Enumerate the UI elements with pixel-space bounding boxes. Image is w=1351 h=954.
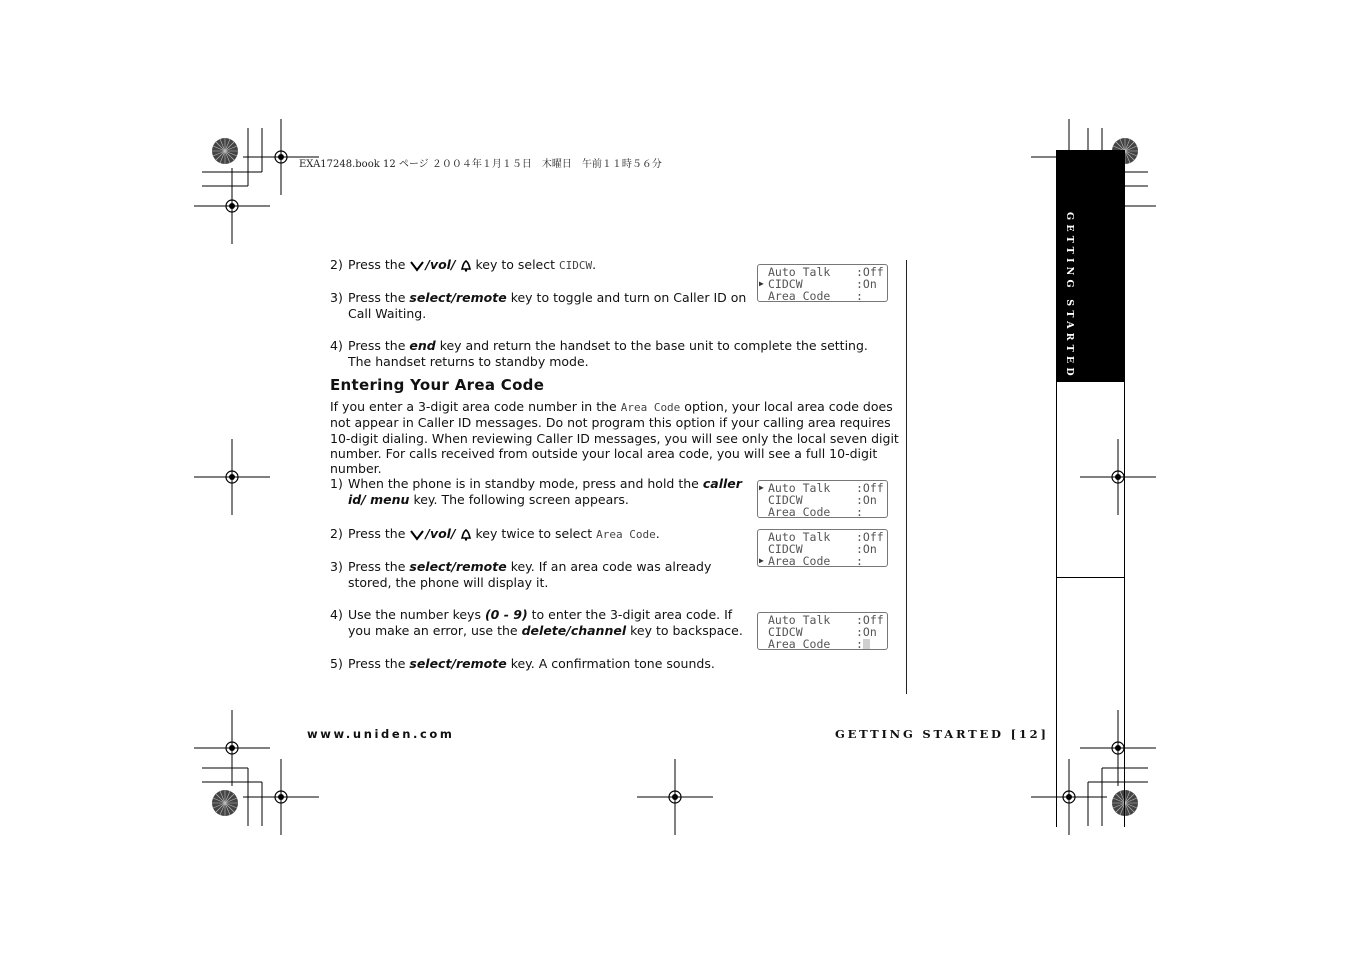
step-number: 3) xyxy=(330,290,343,305)
select-remote-key: select/remote xyxy=(409,559,507,574)
step-text: key twice to select xyxy=(475,526,593,541)
step-text: Use the number keys xyxy=(348,607,481,622)
lcd-colon: : xyxy=(856,637,863,651)
step-text: Press the xyxy=(348,526,406,541)
lcd-value: :Off xyxy=(856,481,884,495)
step-3-top xyxy=(330,290,750,322)
down-arrow-icon xyxy=(409,529,425,545)
lcd-value: :Off xyxy=(856,530,884,544)
lcd-screen-area-code-select xyxy=(757,529,888,567)
step-4-top xyxy=(330,338,890,370)
step-text: key to backspace. xyxy=(630,623,743,638)
select-remote-key: select/remote xyxy=(409,656,507,671)
area-code-option: Area Code xyxy=(620,401,681,414)
lcd-row xyxy=(758,290,887,302)
period: . xyxy=(655,526,660,541)
cursor-arrow-icon: ▶ xyxy=(759,556,764,565)
website-link[interactable]: www.uniden.com xyxy=(307,727,455,741)
lcd-value: :Off xyxy=(856,613,884,627)
lcd-row xyxy=(758,506,887,518)
lcd-label: CIDCW xyxy=(768,625,803,639)
down-arrow-icon xyxy=(409,260,425,276)
step-text: key to select xyxy=(475,257,556,272)
para-text: option, your local area code does not appear in Caller ID messages. Do not program this option if your calling area requires 10-digit dialing. When reviewing Caller ID messages, you will see only the local seven digit number. For calls received from outside your local area code, you will see a full 10-digit number. xyxy=(330,399,899,477)
step-4-bottom xyxy=(330,607,750,639)
cursor-arrow-icon: ▶ xyxy=(759,483,764,492)
page-footer-label: GETTING STARTED [12] xyxy=(835,727,1049,741)
side-divider xyxy=(1056,577,1125,578)
step-text: Press the xyxy=(348,338,406,353)
text-cursor-block xyxy=(863,639,870,649)
lcd-value: :On xyxy=(856,625,877,639)
section-paragraph xyxy=(330,399,900,476)
lcd-row xyxy=(758,638,887,650)
lcd-value: :On xyxy=(856,542,877,556)
lcd-value: :Off xyxy=(856,265,884,279)
step-number: 4) xyxy=(330,338,343,353)
step-3-bottom xyxy=(330,559,750,591)
lcd-label: Auto Talk xyxy=(768,613,831,627)
lcd-value: : xyxy=(856,505,863,519)
lcd-label: Auto Talk xyxy=(768,481,831,495)
lcd-value: : xyxy=(856,554,863,568)
select-remote-key: select/remote xyxy=(409,290,507,305)
vol-key-label: /vol/ xyxy=(425,526,456,541)
area-code-option: Area Code xyxy=(596,528,656,541)
lcd-screen-menu xyxy=(757,480,888,518)
step-number: 5) xyxy=(330,656,343,671)
step-text: When the phone is in standby mode, press and hold the xyxy=(348,476,699,491)
side-tab-text: GETTING STARTED xyxy=(1064,212,1075,380)
delete-channel-key: delete/channel xyxy=(521,623,627,638)
lcd-value: :On xyxy=(856,277,877,291)
lcd-label: Area Code xyxy=(768,554,831,568)
step-text: key and return the handset to the base unit to complete the setting. The handset returns to standby mode. xyxy=(348,338,868,369)
end-key: end xyxy=(409,338,436,353)
caller-id-menu-key: caller id/ menu xyxy=(348,476,742,507)
lcd-label: Auto Talk xyxy=(768,530,831,544)
step-text: key to toggle and turn on Caller ID on Call Waiting. xyxy=(348,290,747,321)
step-1-bottom xyxy=(330,476,750,508)
cursor-arrow-icon: ▶ xyxy=(759,279,764,288)
number-keys: (0 - 9) xyxy=(484,607,528,622)
step-text: key. The following screen appears. xyxy=(413,492,629,507)
bell-icon xyxy=(460,529,472,545)
step-text: key. If an area code was already stored, the phone will display it. xyxy=(348,559,712,590)
lcd-row xyxy=(758,555,887,567)
vol-key-label: /vol/ xyxy=(425,257,456,272)
lcd-label: Area Code xyxy=(768,289,831,303)
lcd-label: Area Code xyxy=(768,637,831,651)
section-title: Entering Your Area Code xyxy=(330,376,545,394)
side-tab-label xyxy=(1058,212,1078,380)
para-text: If you enter a 3-digit area code number in the xyxy=(330,399,617,414)
step-2-bottom xyxy=(330,526,750,545)
lcd-label: CIDCW xyxy=(768,277,803,291)
lcd-screen-cidcw xyxy=(757,264,888,302)
step-5-bottom xyxy=(330,656,750,672)
lcd-value: :On xyxy=(856,493,877,507)
step-text: to enter the 3-digit area code. If you make an error, use the xyxy=(348,607,733,638)
print-info-header: EXA17248.book 12 ページ ２００４年１月１５日 木曜日 午前１１時５６分 xyxy=(299,159,662,170)
step-number: 2) xyxy=(330,526,343,541)
lcd-value xyxy=(856,638,870,650)
step-text: Press the xyxy=(348,290,406,305)
column-rule xyxy=(906,260,907,694)
lcd-label: Auto Talk xyxy=(768,265,831,279)
step-2-top xyxy=(330,257,750,276)
step-text: Press the xyxy=(348,257,406,272)
bell-icon xyxy=(460,260,472,276)
step-number: 2) xyxy=(330,257,343,272)
step-number: 4) xyxy=(330,607,343,622)
lcd-label: CIDCW xyxy=(768,493,803,507)
step-number: 3) xyxy=(330,559,343,574)
lcd-value: : xyxy=(856,289,863,303)
lcd-label: Area Code xyxy=(768,505,831,519)
cidcw-option: CIDCW xyxy=(559,259,593,272)
step-number: 1) xyxy=(330,476,343,491)
lcd-label: CIDCW xyxy=(768,542,803,556)
step-text: key. A confirmation tone sounds. xyxy=(510,656,715,671)
step-text: Press the xyxy=(348,656,406,671)
lcd-screen-area-code-entry xyxy=(757,612,888,650)
step-text: Press the xyxy=(348,559,406,574)
period: . xyxy=(592,257,597,272)
side-panel xyxy=(1056,382,1125,827)
